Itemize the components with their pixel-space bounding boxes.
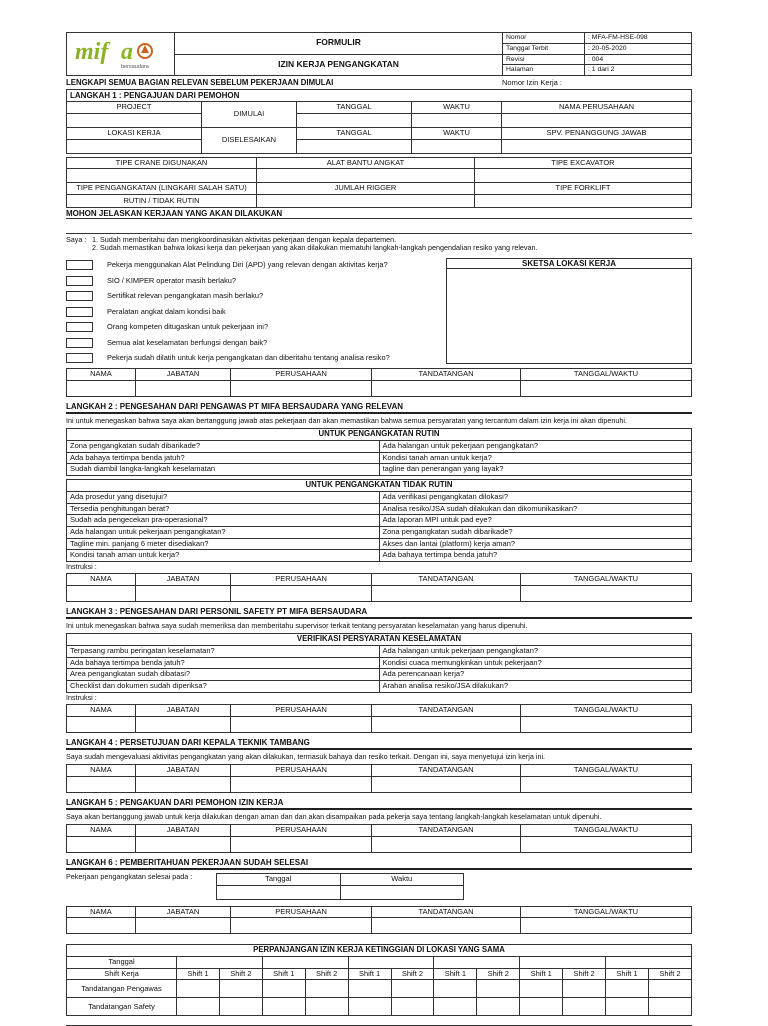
check-item[interactable]: Zona pengangkatan sudah dibarikade?	[379, 526, 692, 538]
checkbox[interactable]	[66, 307, 93, 317]
jelaskan-label: MOHON JELASKAN KERJAAN YANG AKAN DILAKUKAN	[66, 209, 692, 219]
check-item[interactable]: Sudah diambil langka-langkah keselamatan	[67, 464, 380, 476]
shift-label: Shift 2	[477, 968, 520, 980]
sign-header: NAMA	[67, 574, 136, 586]
form-header	[66, 32, 692, 76]
sign-header: NAMA	[67, 906, 136, 918]
work-description-field[interactable]	[66, 219, 692, 234]
sign-cell[interactable]	[67, 918, 136, 934]
sign-header: PERUSAHAAN	[231, 704, 372, 716]
sign-cell[interactable]	[606, 998, 649, 1016]
step4-para: Saya sudah mengevaluasi aktivitas pengangkatan yang akan dilakukan, termasuk bahaya dan resiko terkait. Dengan ini, saya menyetujui izin kerja ini.	[66, 751, 546, 761]
form-name: IZIN KERJA PENGANGKATAN	[175, 54, 503, 76]
check-item[interactable]: Area pengangkatan sudah dibatasi?	[67, 669, 380, 681]
shift-label: Shift 1	[348, 968, 391, 980]
sign-cell[interactable]	[67, 776, 136, 792]
check-label: SIO / KIMPER operator masih berlaku?	[107, 275, 236, 285]
completion-date-field[interactable]	[217, 885, 341, 899]
sign-cell[interactable]	[67, 836, 136, 852]
sign-cell[interactable]	[434, 980, 477, 998]
check-item[interactable]: Ada perencanaan kerja?	[379, 669, 692, 681]
step1-title: LANGKAH 1 : PENGAJUAN DARI PEMOHON	[67, 90, 692, 102]
shift-label: Shift 1	[434, 968, 477, 980]
check-label: Pekerja sudah dilatih untuk kerja pengangkatan dan diberitahu tentang analisa resiko?	[107, 353, 390, 363]
check-item[interactable]: Tersedia penghitungan berat?	[67, 503, 380, 515]
check-item[interactable]: Ada bahaya tertimpa benda jatuh?	[379, 550, 692, 562]
sign-cell[interactable]	[67, 585, 136, 601]
sign-cell[interactable]	[391, 998, 434, 1016]
sign-header: PERUSAHAAN	[231, 574, 372, 586]
sign-cell[interactable]	[262, 998, 305, 1016]
tipe-pengangkatan-label: TIPE PENGANGKATAN (LINGKARI SALAH SATU)	[67, 183, 257, 195]
check-item[interactable]: Analisa resiko/JSA sudah dilakukan dan dikomunikasikan?	[379, 503, 692, 515]
permit-number-label: Nomor Izin Kerja :	[502, 78, 563, 88]
check-item[interactable]: Tagline min. panjang 6 meter disediakan?	[67, 538, 380, 550]
mifa-logo-icon	[71, 37, 171, 71]
shift-label: Shift 2	[305, 968, 348, 980]
sign-cell[interactable]	[177, 998, 220, 1016]
check-row	[66, 273, 446, 289]
nama-perusahaan-label: NAMA PERUSAHAAN	[502, 102, 692, 114]
checklist	[66, 258, 446, 367]
date-cell[interactable]	[434, 957, 520, 969]
check-item[interactable]: Checklist dan dokumen sudah diperiksa?	[67, 680, 380, 692]
check-label: Semua alat keselamatan berfungsi dengan baik?	[107, 337, 268, 347]
sign-cell[interactable]	[372, 716, 521, 732]
sign-header: TANDATANGAN	[372, 764, 521, 776]
step4-title: LANGKAH 4 : PERSETUJUAN DARI KEPALA TEKNIK TAMBANG	[66, 738, 692, 750]
project-field[interactable]	[67, 114, 202, 128]
sign-header: NAMA	[67, 369, 136, 381]
excavator-field[interactable]	[475, 169, 692, 183]
check-item[interactable]: Ada bahaya tertimpa benda jatuh?	[67, 452, 380, 464]
lokasi-label: LOKASI KERJA	[67, 128, 202, 140]
sign-header: JABATAN	[135, 704, 230, 716]
sign-cell[interactable]	[372, 585, 521, 601]
step2-title: LANGKAH 2 : PENGESAHAN DARI PENGAWAS PT MIFA BERSAUDARA YANG RELEVAN	[66, 402, 692, 414]
sign-cell[interactable]	[135, 585, 230, 601]
check-row	[66, 335, 446, 351]
svg-text:a: a	[120, 39, 133, 66]
step5-sign-table	[66, 824, 692, 853]
sign-cell[interactable]	[434, 998, 477, 1016]
check-item[interactable]: Ada bahaya tertimpa benda jatuh?	[67, 657, 380, 669]
tidak-rutin-title: UNTUK PENGANGKATAN TIDAK RUTIN	[67, 480, 692, 492]
sign-cell[interactable]	[563, 980, 606, 998]
instruksi-label[interactable]: Instruksi :	[66, 692, 97, 702]
date-cell[interactable]	[520, 957, 606, 969]
sign-header: PERUSAHAAN	[231, 764, 372, 776]
sign-cell[interactable]	[521, 380, 692, 396]
forklift-field[interactable]	[475, 194, 692, 207]
sign-cell[interactable]	[391, 980, 434, 998]
sign-cell[interactable]	[521, 585, 692, 601]
meta-value: : MFA-FM-HSE-098	[585, 33, 692, 44]
sign-cell[interactable]	[648, 998, 691, 1016]
tanggal-label: TANGGAL	[297, 102, 412, 114]
check-item[interactable]: Ada prosedur yang disetujui?	[67, 492, 380, 504]
rigger-field[interactable]	[257, 194, 475, 207]
end-date-field[interactable]	[297, 139, 412, 153]
form-title: FORMULIR	[175, 33, 503, 55]
pengawas-label: Tandatangan Pengawas	[67, 980, 177, 998]
meta-label: Nomor	[503, 33, 585, 44]
sign-cell[interactable]	[135, 716, 230, 732]
sign-cell[interactable]	[219, 998, 262, 1016]
sign-cell[interactable]	[606, 980, 649, 998]
sign-cell[interactable]	[348, 998, 391, 1016]
sign-cell[interactable]	[348, 980, 391, 998]
rutin-option[interactable]: RUTIN / TIDAK RUTIN	[67, 194, 257, 207]
sign-header: TANGGAL/WAKTU	[521, 764, 692, 776]
check-item[interactable]: Ada halangan untuk pekerjaan pengangkatan?	[379, 646, 692, 658]
sign-cell[interactable]	[231, 918, 372, 934]
step3-sign-table	[66, 704, 692, 733]
extension-title: PERPANJANGAN IZIN KERJA KETINGGIAN DI LOKASI YANG SAMA	[67, 945, 692, 957]
check-item[interactable]: Sudah ada pengecekan pra-operasional?	[67, 515, 380, 527]
step6-sign-table	[66, 906, 692, 935]
statement-1: 1. Sudah memberitahu dan mengkoordinasikan aktivitas pekerjaan dengan kepala departemen.	[92, 235, 397, 245]
shift-label: Shift 2	[219, 968, 262, 980]
dimulai-label: DIMULAI	[202, 102, 297, 128]
sign-cell[interactable]	[219, 980, 262, 998]
sign-header: TANDATANGAN	[372, 825, 521, 837]
check-item[interactable]: Terpasang rambu peringatan keselamatan?	[67, 646, 380, 658]
sign-cell[interactable]	[305, 980, 348, 998]
instruksi-label[interactable]: Instruksi :	[66, 561, 97, 571]
sign-cell[interactable]	[372, 380, 521, 396]
sign-cell[interactable]	[67, 716, 136, 732]
check-row	[66, 351, 446, 367]
check-item[interactable]: Zona pengangkatan sudah dibarikade?	[67, 441, 380, 453]
meta-label: Revisi	[503, 54, 585, 65]
shift-label: Shift 2	[563, 968, 606, 980]
crane-field[interactable]	[67, 169, 257, 183]
lifting-aid-field[interactable]	[257, 169, 475, 183]
sign-cell[interactable]	[521, 918, 692, 934]
check-item[interactable]: Akses dan lantai (platform) kerja aman?	[379, 538, 692, 550]
svg-text:mif: mif	[74, 39, 108, 66]
check-row	[66, 320, 446, 336]
sign-header: TANGGAL/WAKTU	[521, 704, 692, 716]
sign-header: TANDATANGAN	[372, 906, 521, 918]
checkbox[interactable]	[66, 276, 93, 286]
check-label: Orang kompeten ditugaskan untuk pekerjaan ini?	[107, 322, 269, 332]
sign-cell[interactable]	[477, 998, 520, 1016]
check-item[interactable]: Kondisi tanah aman untuk kerja?	[67, 550, 380, 562]
shift-label: Shift 1	[177, 968, 220, 980]
check-item[interactable]: tagline dan penerangan yang layak?	[379, 464, 692, 476]
sign-cell[interactable]	[231, 776, 372, 792]
check-item[interactable]: Ada laporan MPI untuk pad eye?	[379, 515, 692, 527]
waktu-label: Waktu	[340, 873, 464, 885]
tidak-rutin-table	[66, 479, 692, 562]
selesai-label: Pekerjaan pengangkatan selesai pada :	[66, 871, 193, 881]
step3-title: LANGKAH 3 : PENGESAHAN DARI PERSONIL SAFETY PT MIFA BERSAUDARA	[66, 607, 692, 619]
completion-table	[216, 873, 464, 900]
date-cell[interactable]	[177, 957, 263, 969]
sign-cell[interactable]	[372, 918, 521, 934]
shift-label: Shift 1	[520, 968, 563, 980]
sign-header: JABATAN	[135, 764, 230, 776]
shift-label: Shift 1	[606, 968, 649, 980]
company-field[interactable]	[502, 114, 692, 128]
step2-para: Ini untuk menegaskan bahwa saya akan bertanggung jawab atas pekerjaan dan akan memastikan bahwa semua persyaratan yang tercantum dalam izin kerja ini akan dipenuhi.	[66, 415, 627, 425]
extension-table	[66, 944, 692, 1016]
checkbox[interactable]	[66, 260, 93, 270]
check-item[interactable]: Kondisi cuaca memungkinkan untuk pekerjaan?	[379, 657, 692, 669]
sketch-title: SKETSA LOKASI KERJA	[447, 259, 691, 269]
sign-header: NAMA	[67, 764, 136, 776]
sign-cell[interactable]	[372, 836, 521, 852]
sign-cell[interactable]	[177, 980, 220, 998]
project-label: PROJECT	[67, 102, 202, 114]
sign-cell[interactable]	[521, 836, 692, 852]
sign-cell[interactable]	[520, 980, 563, 998]
checkbox[interactable]	[66, 353, 93, 363]
sign-header: TANGGAL/WAKTU	[521, 906, 692, 918]
location-field[interactable]	[67, 139, 202, 153]
sign-cell[interactable]	[305, 998, 348, 1016]
checkbox[interactable]	[66, 291, 93, 301]
sign-cell[interactable]	[135, 380, 230, 396]
permit-form	[66, 32, 692, 1026]
sign-cell[interactable]	[563, 998, 606, 1016]
shift-label: Shift 2	[391, 968, 434, 980]
sign-cell[interactable]	[135, 776, 230, 792]
sign-header: TANDATANGAN	[372, 574, 521, 586]
safety-label: Tandatangan Safety	[67, 998, 177, 1016]
svg-text:bersaudara: bersaudara	[120, 64, 149, 71]
tanggal-label: Tanggal	[67, 957, 177, 969]
spv-field[interactable]	[502, 139, 692, 153]
date-cell[interactable]	[606, 957, 692, 969]
check-item[interactable]: Kondisi tanah aman untuk kerja?	[379, 452, 692, 464]
end-time-field[interactable]	[412, 139, 502, 153]
saya-label: Saya :	[66, 235, 87, 245]
sign-header: TANGGAL/WAKTU	[521, 825, 692, 837]
sign-cell[interactable]	[648, 980, 691, 998]
sign-cell[interactable]	[521, 716, 692, 732]
logo-cell	[67, 33, 175, 76]
date-cell[interactable]	[262, 957, 348, 969]
sign-cell[interactable]	[520, 998, 563, 1016]
shift-label: Shift 2	[648, 968, 691, 980]
sign-header: PERUSAHAAN	[231, 906, 372, 918]
sign-header: TANDATANGAN	[372, 704, 521, 716]
meta-value: : 20-05-2020	[585, 43, 692, 54]
sign-header: TANGGAL/WAKTU	[521, 574, 692, 586]
rutin-title: UNTUK PENGANGKATAN RUTIN	[67, 429, 692, 441]
diselesaikan-label: DISELESAIKAN	[202, 128, 297, 154]
check-item[interactable]: Ada halangan untuk pekerjaan pengangkatan?	[379, 441, 692, 453]
meta-label: Tanggal Terbit	[503, 43, 585, 54]
step2-sign-table	[66, 573, 692, 602]
jumlah-rigger-label: JUMLAH RIGGER	[257, 183, 475, 195]
meta-value: : 1 dari 2	[585, 65, 692, 76]
sketch-area[interactable]	[446, 258, 692, 364]
sign-cell[interactable]	[135, 918, 230, 934]
checkbox[interactable]	[66, 338, 93, 348]
step5-para: Saya akan bertanggung jawab untuk kerja dilakukan dengan aman dan dan akan disampaikan pada pekerja saya tentang langkah-langkah keselamatan untuk dipenuhi.	[66, 811, 602, 821]
check-item[interactable]: Arahan analisa resiko/JSA dilakukan?	[379, 680, 692, 692]
verif-title: VERIFIKASI PERSYARATAN KESELAMATAN	[67, 634, 692, 646]
date-cell[interactable]	[348, 957, 434, 969]
sign-cell[interactable]	[521, 776, 692, 792]
step1-sign-table	[66, 368, 692, 397]
meta-value: : 004	[585, 54, 692, 65]
sign-header: NAMA	[67, 825, 136, 837]
waktu-label: WAKTU	[412, 102, 502, 114]
rutin-table	[66, 428, 692, 476]
sign-header: JABATAN	[135, 906, 230, 918]
check-row	[66, 258, 446, 274]
sign-cell[interactable]	[231, 716, 372, 732]
sign-cell[interactable]	[372, 776, 521, 792]
sign-header: PERUSAHAAN	[231, 825, 372, 837]
check-label: Pekerja menggunakan Alat Pelindung Diri (APD) yang relevan dengan aktivitas kerja?	[107, 260, 388, 270]
sign-header: JABATAN	[135, 825, 230, 837]
spv-label: SPV. PENANGGUNG JAWAB	[502, 128, 692, 140]
check-item[interactable]: Ada halangan untuk pekerjaan pengangkatan?	[67, 526, 380, 538]
waktu-label: WAKTU	[412, 128, 502, 140]
sign-cell[interactable]	[262, 980, 305, 998]
sign-header: PERUSAHAAN	[231, 369, 372, 381]
shift-kerja-label: Shift Kerja	[67, 968, 177, 980]
shift-label: Shift 1	[262, 968, 305, 980]
sign-header: TANDATANGAN	[372, 369, 521, 381]
sign-header: JABATAN	[135, 574, 230, 586]
check-row	[66, 289, 446, 305]
sign-cell[interactable]	[231, 585, 372, 601]
statement-2: 2. Sudah memastikan bahwa lokasi kerja dan pekerjaan yang akan dilakukan mematuhi langkah-langkah pengendalian resiko yang relevan.	[92, 243, 538, 253]
step1-table	[66, 89, 692, 153]
checkbox[interactable]	[66, 322, 93, 332]
alat-bantu-label: ALAT BANTU ANGKAT	[257, 157, 475, 169]
step6-title: LANGKAH 6 : PEMBERITAHUAN PEKERJAAN SUDAH SELESAI	[66, 858, 692, 870]
sign-cell[interactable]	[67, 380, 136, 396]
tipe-crane-label: TIPE CRANE DIGUNAKAN	[67, 157, 257, 169]
company-logo	[70, 35, 171, 73]
instruction-text: LENGKAPI SEMUA BAGIAN RELEVAN SEBELUM PEKERJAAN DIMULAI	[66, 78, 334, 88]
sign-header: TANGGAL/WAKTU	[521, 369, 692, 381]
step4-sign-table	[66, 764, 692, 793]
step1-equipment-table	[66, 157, 692, 208]
step3-para: Ini untuk menegaskan bahwa saya sudah memeriksa dan memberitahu supervisor terkait tentang persyaratan keselamatan yang harus dipenuhi.	[66, 620, 528, 630]
step5-title: LANGKAH 5 : PENGAKUAN DARI PEMOHON IZIN KERJA	[66, 798, 692, 810]
completion-time-field[interactable]	[340, 885, 464, 899]
tanggal-label: TANGGAL	[297, 128, 412, 140]
check-item[interactable]: Ada verifikasi pengangkatan dilokasi?	[379, 492, 692, 504]
start-date-field[interactable]	[297, 114, 412, 128]
tipe-forklift-label: TIPE FORKLIFT	[475, 183, 692, 195]
start-time-field[interactable]	[412, 114, 502, 128]
meta-label: Halaman	[503, 65, 585, 76]
tipe-excavator-label: TIPE EXCAVATOR	[475, 157, 692, 169]
check-label: Sertifikat relevan pengangkatan masih berlaku?	[107, 291, 264, 301]
sign-cell[interactable]	[477, 980, 520, 998]
verif-table	[66, 633, 692, 692]
check-label: Peralatan angkat dalam kondisi baik	[107, 306, 226, 316]
sign-header: JABATAN	[135, 369, 230, 381]
sign-header: NAMA	[67, 704, 136, 716]
sign-cell[interactable]	[231, 380, 372, 396]
check-row	[66, 304, 446, 320]
sign-cell[interactable]	[231, 836, 372, 852]
sign-cell[interactable]	[135, 836, 230, 852]
tanggal-label: Tanggal	[217, 873, 341, 885]
